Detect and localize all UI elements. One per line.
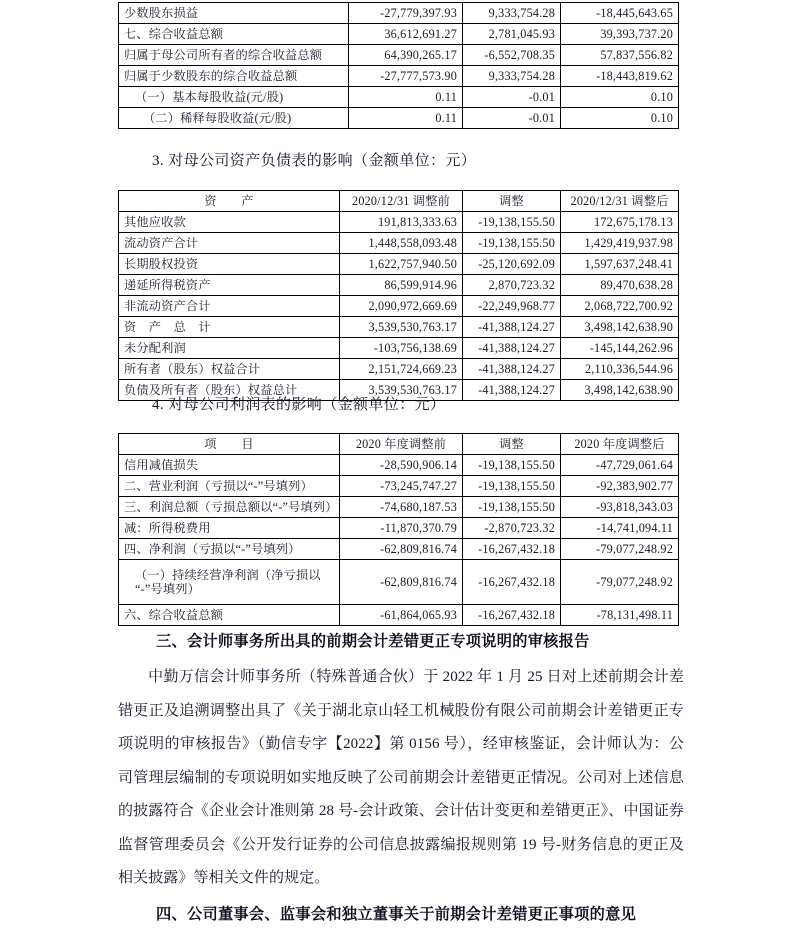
row-value-adjust: -0.01 bbox=[463, 87, 561, 108]
row-value-adjust: 2,870,723.32 bbox=[463, 275, 561, 296]
row-value-adjust: -25,120,692.09 bbox=[463, 254, 561, 275]
table-row bbox=[119, 108, 679, 129]
row-value-before: -27,777,573.90 bbox=[349, 66, 463, 87]
row-value-adjust: -41,388,124.27 bbox=[463, 359, 561, 380]
table-row bbox=[119, 518, 679, 539]
row-value-before: -62,809,816.74 bbox=[340, 560, 463, 605]
row-value-before: 36,612,691.27 bbox=[349, 24, 463, 45]
row-value-adjust: -2,870,723.32 bbox=[463, 518, 561, 539]
row-value-before: 0.11 bbox=[349, 87, 463, 108]
row-label: 负债及所有者（股东）权益总计 bbox=[119, 380, 340, 401]
row-label: （一）基本每股收益(元/股) bbox=[119, 87, 349, 108]
row-value-before: -27,779,397.93 bbox=[349, 3, 463, 24]
row-label: 六、综合收益总额 bbox=[119, 605, 340, 626]
row-label: （一）持续经营净利润（净亏损以“-”号填列） bbox=[119, 560, 340, 605]
row-value-adjust: -16,267,432.18 bbox=[463, 605, 561, 626]
row-value-before: 86,599,914.96 bbox=[340, 275, 463, 296]
row-value-before: -103,756,138.69 bbox=[340, 338, 463, 359]
row-label: 流动资产合计 bbox=[119, 233, 340, 254]
audit-report-paragraph-text bbox=[118, 661, 684, 896]
row-label: 所有者（股东）权益合计 bbox=[119, 359, 340, 380]
row-label: 其他应收款 bbox=[119, 212, 340, 233]
row-value-after: -79,077,248.92 bbox=[561, 560, 679, 605]
table-row bbox=[119, 497, 679, 518]
table-row bbox=[119, 233, 679, 254]
column-header-adjust: 调整 bbox=[463, 191, 561, 212]
row-value-after: 1,429,419,937.98 bbox=[561, 233, 679, 254]
row-value-after: 2,068,722,700.92 bbox=[561, 296, 679, 317]
row-label: 七、综合收益总额 bbox=[119, 24, 349, 45]
row-value-after: -78,131,498.11 bbox=[561, 605, 679, 626]
row-label: 递延所得税资产 bbox=[119, 275, 340, 296]
comprehensive-income-table-body bbox=[119, 3, 679, 129]
row-value-before: -73,245,747.27 bbox=[340, 476, 463, 497]
row-value-before: 3,539,530,763.17 bbox=[340, 380, 463, 401]
row-value-after: 0.10 bbox=[561, 87, 679, 108]
row-value-after: 172,675,178.13 bbox=[561, 212, 679, 233]
row-value-before: -11,870,370.79 bbox=[340, 518, 463, 539]
table-row bbox=[119, 605, 679, 626]
row-label: 归属于少数股东的综合收益总额 bbox=[119, 66, 349, 87]
row-value-after: 0.10 bbox=[561, 108, 679, 129]
row-value-adjust: -41,388,124.27 bbox=[463, 317, 561, 338]
column-header-before: 2020 年度调整前 bbox=[340, 434, 463, 455]
table-row bbox=[119, 476, 679, 497]
column-header-item: 项 目 bbox=[119, 434, 340, 455]
row-value-after: 2,110,336,544.96 bbox=[561, 359, 679, 380]
row-value-after: 57,837,556.82 bbox=[561, 45, 679, 66]
table-row bbox=[119, 3, 679, 24]
row-value-after: -18,443,819.62 bbox=[561, 66, 679, 87]
column-header-asset: 资 产 bbox=[119, 191, 340, 212]
row-value-after: -92,383,902.77 bbox=[561, 476, 679, 497]
column-header-after: 2020 年度调整后 bbox=[561, 434, 679, 455]
column-header-after: 2020/12/31 调整后 bbox=[561, 191, 679, 212]
row-value-adjust: 9,333,754.28 bbox=[463, 3, 561, 24]
row-value-adjust: 2,781,045.93 bbox=[463, 24, 561, 45]
row-value-before: -74,680,187.53 bbox=[340, 497, 463, 518]
row-value-after: -93,818,343.03 bbox=[561, 497, 679, 518]
table-row bbox=[119, 212, 679, 233]
audit-report-heading: 三、会计师事务所出具的前期会计差错更正专项说明的审核报告 bbox=[156, 633, 590, 650]
row-value-after: -145,144,262.96 bbox=[561, 338, 679, 359]
row-value-adjust: -6,552,708.35 bbox=[463, 45, 561, 66]
board-opinion-heading: 四、公司董事会、监事会和独立董事关于前期会计差错更正事项的意见 bbox=[156, 906, 637, 923]
table-row bbox=[119, 24, 679, 45]
row-value-before: 1,448,558,093.48 bbox=[340, 233, 463, 254]
table-row bbox=[119, 539, 679, 560]
parent-balance-sheet-table-body bbox=[119, 212, 679, 401]
row-value-adjust: -19,138,155.50 bbox=[463, 476, 561, 497]
parent-income-statement-table bbox=[118, 433, 679, 626]
row-value-after: -47,729,061.64 bbox=[561, 455, 679, 476]
table-header-row bbox=[119, 191, 679, 212]
row-value-before: 2,151,724,669.23 bbox=[340, 359, 463, 380]
row-label: （二）稀释每股收益(元/股) bbox=[119, 108, 349, 129]
comprehensive-income-table-block bbox=[118, 2, 678, 129]
row-label: 资 产 总 计 bbox=[119, 317, 340, 338]
parent-income-statement-table-body bbox=[119, 455, 679, 626]
row-label: 未分配利润 bbox=[119, 338, 340, 359]
row-label: 三、利润总额（亏损总额以“-”号填列） bbox=[119, 497, 340, 518]
row-value-before: 1,622,757,940.50 bbox=[340, 254, 463, 275]
table-row bbox=[119, 275, 679, 296]
table-row bbox=[119, 87, 679, 108]
row-value-adjust: -19,138,155.50 bbox=[463, 233, 561, 254]
row-value-adjust: -41,388,124.27 bbox=[463, 380, 561, 401]
table-row bbox=[119, 296, 679, 317]
audit-report-paragraph bbox=[118, 661, 684, 896]
table-row bbox=[119, 254, 679, 275]
table-header-row bbox=[119, 434, 679, 455]
row-value-before: 64,390,265.17 bbox=[349, 45, 463, 66]
column-header-before: 2020/12/31 调整前 bbox=[340, 191, 463, 212]
row-value-before: 191,813,333.63 bbox=[340, 212, 463, 233]
row-label: 信用减值损失 bbox=[119, 455, 340, 476]
audit-report-paragraph-body: 中勤万信会计师事务所（特殊普通合伙）于 2022 年 1 月 25 日对上述前期会计差错更正及追溯调整出具了《关于湖北京山轻工机械股份有限公司前期会计差错更正专项说明的审核报告》（勤信专字【2022】第 0156 号），经审核鉴证，会计师认为：公司管理层编制的专项说明如实地反映了公司前期会计差错更正情况。公司对上述信息的披露符合《企业会计准则第 28 号-会计政策、会计估计变更和差错更正》、中国证券监督管理委员会《公开发行证券的公司信息披露编报规则第 19 号-财务信息的更正及相关披露》等相关文件的规定。 bbox=[118, 669, 684, 886]
row-value-before: 3,539,530,763.17 bbox=[340, 317, 463, 338]
row-value-after: 3,498,142,638.90 bbox=[561, 380, 679, 401]
row-value-after: -14,741,094.11 bbox=[561, 518, 679, 539]
table-row bbox=[119, 45, 679, 66]
row-value-adjust: -16,267,432.18 bbox=[463, 560, 561, 605]
row-value-adjust: -19,138,155.50 bbox=[463, 497, 561, 518]
row-value-after: -79,077,248.92 bbox=[561, 539, 679, 560]
parent-income-statement-table-block bbox=[118, 433, 678, 626]
balance-sheet-section-caption: 3. 对母公司资产负债表的影响（金额单位：元） bbox=[152, 153, 477, 169]
row-value-after: -18,445,643.65 bbox=[561, 3, 679, 24]
parent-balance-sheet-table-block bbox=[118, 190, 678, 401]
table-row bbox=[119, 338, 679, 359]
row-value-after: 3,498,142,638.90 bbox=[561, 317, 679, 338]
income-statement-section-caption: 4. 对母公司利润表的影响（金额单位：元） bbox=[152, 397, 446, 413]
row-value-before: -61,864,065.93 bbox=[340, 605, 463, 626]
table-row bbox=[119, 66, 679, 87]
comprehensive-income-table bbox=[118, 2, 679, 129]
row-label: 二、营业利润（亏损以“-”号填列） bbox=[119, 476, 340, 497]
row-label: 少数股东损益 bbox=[119, 3, 349, 24]
row-value-adjust: -19,138,155.50 bbox=[463, 212, 561, 233]
row-value-adjust: -19,138,155.50 bbox=[463, 455, 561, 476]
row-value-after: 1,597,637,248.41 bbox=[561, 254, 679, 275]
row-value-adjust: -0.01 bbox=[463, 108, 561, 129]
parent-income-statement-table-head bbox=[119, 434, 679, 455]
row-label: 四、净利润（亏损以“-”号填列） bbox=[119, 539, 340, 560]
table-row bbox=[119, 455, 679, 476]
row-label: 归属于母公司所有者的综合收益总额 bbox=[119, 45, 349, 66]
table-row bbox=[119, 317, 679, 338]
column-header-adjust: 调整 bbox=[463, 434, 561, 455]
row-label: 减：所得税费用 bbox=[119, 518, 340, 539]
row-value-after: 89,470,638.28 bbox=[561, 275, 679, 296]
row-value-before: 0.11 bbox=[349, 108, 463, 129]
row-label: 长期股权投资 bbox=[119, 254, 340, 275]
row-value-before: -62,809,816.74 bbox=[340, 539, 463, 560]
row-value-after: 39,393,737.20 bbox=[561, 24, 679, 45]
row-value-adjust: -16,267,432.18 bbox=[463, 539, 561, 560]
row-value-adjust: 9,333,754.28 bbox=[463, 66, 561, 87]
parent-balance-sheet-table bbox=[118, 190, 679, 401]
row-label: 非流动资产合计 bbox=[119, 296, 340, 317]
table-row bbox=[119, 359, 679, 380]
parent-balance-sheet-table-head bbox=[119, 191, 679, 212]
row-value-before: -28,590,906.14 bbox=[340, 455, 463, 476]
table-row-tall bbox=[119, 560, 679, 605]
row-value-adjust: -22,249,968.77 bbox=[463, 296, 561, 317]
row-value-adjust: -41,388,124.27 bbox=[463, 338, 561, 359]
row-value-before: 2,090,972,669.69 bbox=[340, 296, 463, 317]
